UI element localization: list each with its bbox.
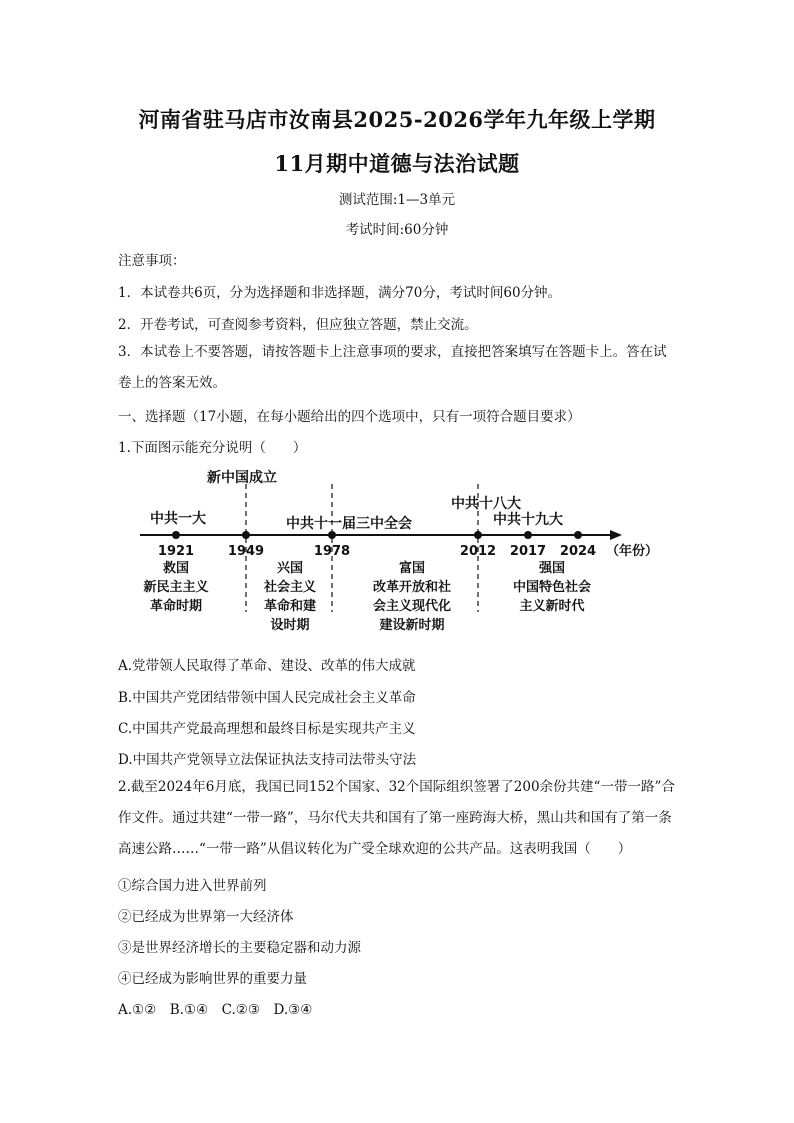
notice-item: 3．本试卷上不要答题，请按答题卡上注意事项的要求，直接把答案填写在答题卡上。答在试卷上的答案无效。 — [118, 344, 667, 391]
year-unit-label: （年份） — [606, 544, 659, 559]
period-label: 会主义现代化 — [372, 599, 452, 614]
event-label: 中共十九大 — [493, 512, 563, 528]
test-scope: 测试范围:1—3单元 — [338, 192, 456, 208]
year-label: 1921 — [157, 544, 195, 559]
statement-2: ②已经成为世界第一大经济体 — [118, 909, 294, 925]
period-label: 强国 — [538, 561, 566, 576]
year-label: 2024 — [559, 544, 597, 559]
period-label: 主义新时代 — [519, 599, 585, 614]
period-label: 改革开放和社 — [372, 580, 452, 595]
title-line-1: 河南省驻马店市汝南县2025-2026学年九年级上学期 — [138, 107, 656, 132]
timeline-arrow — [610, 530, 622, 540]
statement-4: ④已经成为影响世界的重要力量 — [118, 971, 307, 987]
option-b: B.中国共产党团结带领中国人民完成社会主义革命 — [118, 690, 416, 706]
point-2017 — [524, 531, 532, 539]
period-label: 富国 — [398, 561, 426, 576]
section-heading: 一、选择题（17小题，在每小题给出的四个选项中，只有一项符合题目要求） — [118, 409, 581, 425]
point-1949 — [242, 531, 250, 539]
year-label: 2017 — [509, 544, 547, 559]
period-label: 社会主义 — [263, 580, 317, 595]
period-label: 救国 — [162, 561, 190, 576]
event-label: 中共十一届三中全会 — [286, 516, 412, 532]
year-label: 2012 — [459, 544, 497, 559]
option-a: A.党带领人民取得了革命、建设、改革的伟大成就 — [118, 658, 416, 674]
period-label: 中国特色社会 — [512, 580, 592, 595]
event-label: 中共十八大 — [451, 496, 521, 512]
period-label: 兴国 — [276, 561, 304, 576]
point-2012 — [474, 531, 482, 539]
timeline-figure — [0, 462, 794, 642]
notice-item: 2．开卷考试，可查阅参考资料，但应独立答题，禁止交流。 — [118, 317, 478, 333]
statement-3: ③是世界经济增长的主要稳定器和动力源 — [118, 940, 361, 956]
option-c: C.中国共产党最高理想和最终目标是实现共产主义 — [118, 721, 416, 737]
period-label: 新民主主义 — [143, 580, 209, 595]
title-line-2: 11月期中道德与法治试题 — [274, 151, 520, 176]
notice-heading: 注意事项： — [118, 253, 186, 269]
notice-item: 1．本试卷共6页，分为选择题和非选择题，满分70分，考试时间60分钟。 — [118, 285, 562, 301]
statement-1: ①综合国力进入世界前列 — [118, 878, 267, 894]
point-1921 — [172, 531, 180, 539]
event-label: 中共一大 — [150, 511, 206, 527]
option-d: D.中国共产党领导立法保证执法支持司法带头守法 — [118, 752, 417, 768]
question-2-stem: 2.截至2024年6月底，我国已同152个国家、32个国际组织签署了200余份共建“一带一路”合作文件。通过共建“一带一路”，马尔代夫共和国有了第一座跨海大桥，黑山共和国有了第一条高速公路……“一带一路”从倡议转化为广受全球欢迎的公共产品。这表明我国（ ） — [118, 779, 675, 857]
answer-choices: A.①② B.①④ C.②③ D.③④ — [118, 1002, 313, 1018]
period-label: 革命时期 — [149, 599, 203, 614]
period-label: 革命和建 — [263, 599, 317, 614]
point-1978 — [328, 531, 336, 539]
question-1-stem: 1.下面图示能充分说明（ ） — [118, 440, 307, 456]
event-label: 新中国成立 — [207, 470, 277, 486]
period-label: 设时期 — [270, 618, 310, 633]
year-label: 1978 — [313, 544, 351, 559]
period-label: 建设新时期 — [379, 618, 445, 633]
test-time: 考试时间:60分钟 — [345, 222, 449, 238]
year-label: 1949 — [227, 544, 265, 559]
point-2024 — [574, 531, 582, 539]
